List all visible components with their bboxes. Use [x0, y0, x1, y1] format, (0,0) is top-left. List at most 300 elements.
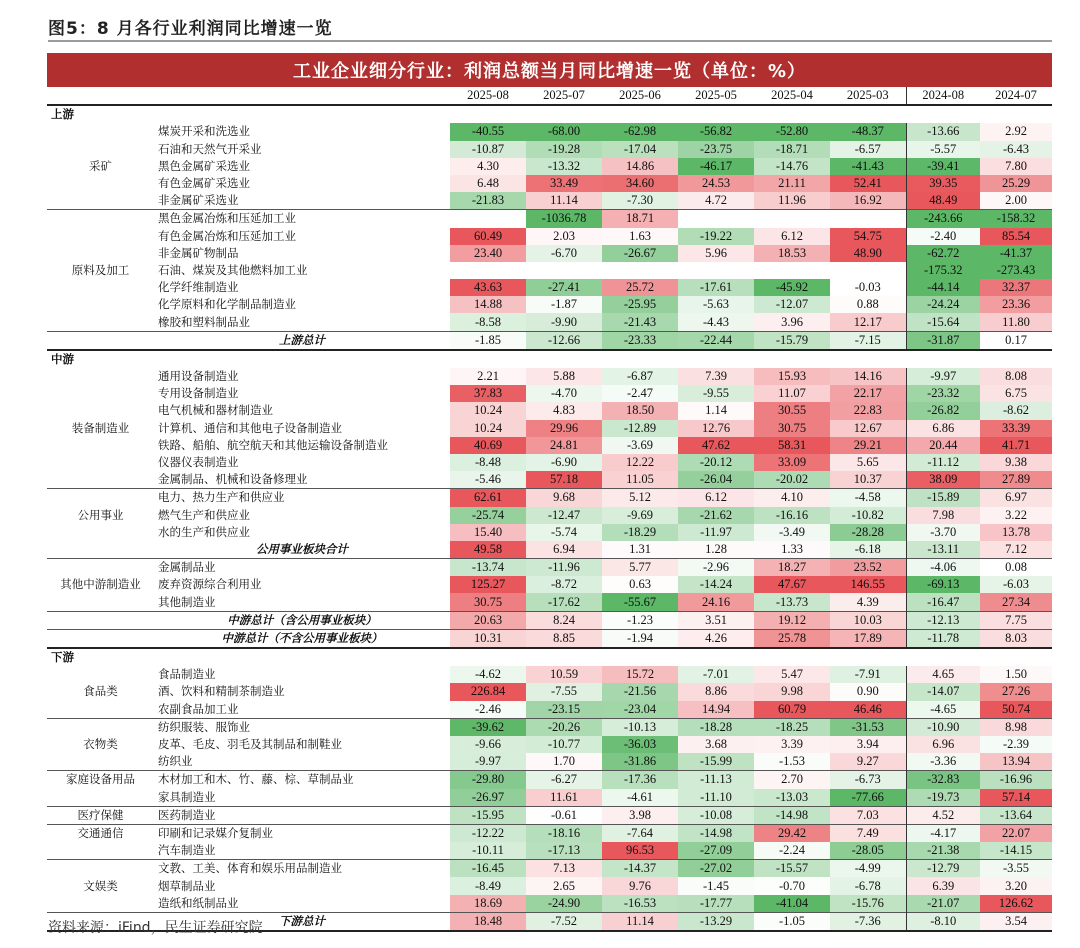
table-row: [47, 210, 1052, 228]
value-cell: -48.37: [830, 123, 906, 140]
value-cell: -12.66: [526, 331, 602, 350]
value-cell: -3.70: [906, 524, 980, 541]
category-cell: [47, 559, 154, 577]
value-cell: 20.44: [906, 437, 980, 454]
column-header: 2024-08: [906, 87, 980, 105]
value-cell: 85.54: [980, 228, 1052, 245]
category-cell: 公用事业: [77, 507, 124, 522]
category-cell: [47, 279, 154, 296]
value-cell: 33.39: [980, 420, 1052, 437]
industry-cell: 纺织业: [158, 754, 193, 769]
value-cell: -1.87: [526, 296, 602, 313]
section-label: 上游: [47, 105, 1052, 123]
value-cell: -4.06: [906, 559, 980, 577]
value-cell: 50.74: [980, 701, 1052, 719]
category-cell: [47, 313, 154, 331]
industry-cell: 木材加工和木、竹、藤、棕、草制品业: [154, 771, 450, 789]
value-cell: -6.27: [526, 771, 602, 789]
value-cell: -9.66: [450, 736, 526, 753]
value-cell: 226.84: [450, 683, 526, 700]
value-cell: -21.56: [602, 683, 678, 700]
value-cell: -26.82: [906, 402, 980, 419]
value-cell: [678, 210, 754, 228]
value-cell: -21.83: [450, 192, 526, 210]
value-cell: [602, 262, 678, 279]
table-row: [47, 593, 1052, 611]
column-header: 2025-05: [678, 87, 754, 105]
value-cell: 15.72: [602, 666, 678, 683]
value-cell: -17.36: [602, 771, 678, 789]
value-cell: 0.08: [980, 559, 1052, 577]
value-cell: 1.28: [678, 541, 754, 559]
value-cell: [526, 262, 602, 279]
value-cell: -18.29: [602, 524, 678, 541]
industry-cell: 皮革、毛皮、羽毛及其制品和制鞋业: [158, 737, 342, 752]
industry-cell: 有色金属冶炼和压延加工业: [158, 228, 296, 243]
total-row: [47, 629, 1052, 648]
category-cell: [47, 524, 154, 541]
value-cell: -15.57: [754, 860, 830, 878]
value-cell: 27.89: [980, 471, 1052, 489]
value-cell: 27.26: [980, 683, 1052, 700]
table-row: [47, 313, 1052, 331]
table-row: [47, 279, 1052, 296]
value-cell: 48.49: [906, 192, 980, 210]
table-row: [47, 524, 1052, 541]
category-cell: [47, 629, 154, 648]
value-cell: 20.63: [450, 611, 526, 629]
table-row: [47, 842, 1052, 860]
value-cell: [830, 210, 906, 228]
value-cell: -41.37: [980, 245, 1052, 262]
value-cell: -5.63: [678, 296, 754, 313]
industry-cell: 医药制造业: [154, 806, 450, 824]
value-cell: 125.27: [450, 576, 526, 593]
category-cell: [47, 454, 154, 471]
table-row: [47, 123, 1052, 140]
value-cell: -6.03: [980, 576, 1052, 593]
value-cell: 96.53: [602, 842, 678, 860]
value-cell: 3.22: [980, 507, 1052, 524]
value-cell: 21.11: [754, 175, 830, 192]
value-cell: -10.08: [678, 806, 754, 824]
value-cell: 22.07: [980, 824, 1052, 842]
value-cell: -31.86: [602, 753, 678, 771]
table-row: [47, 262, 1052, 279]
value-cell: 29.42: [754, 824, 830, 842]
industry-cell: 水的生产和供应业: [158, 524, 250, 539]
value-cell: -14.07: [906, 683, 980, 700]
value-cell: -4.65: [906, 701, 980, 719]
value-cell: 2.03: [526, 228, 602, 245]
value-cell: 58.31: [754, 437, 830, 454]
table-row: [47, 507, 1052, 524]
value-cell: 41.71: [980, 437, 1052, 454]
profit-table-container: [47, 87, 1052, 932]
value-cell: -10.87: [450, 141, 526, 158]
value-cell: 8.08: [980, 368, 1052, 385]
value-cell: -6.18: [830, 541, 906, 559]
value-cell: 13.94: [980, 753, 1052, 771]
value-cell: -14.98: [754, 806, 830, 824]
industry-cell: 石油和天然气开采业: [158, 141, 262, 156]
value-cell: -15.95: [450, 806, 526, 824]
value-cell: 5.88: [526, 368, 602, 385]
value-cell: -9.90: [526, 313, 602, 331]
value-cell: 30.75: [450, 593, 526, 611]
industry-cell: 文教、工美、体育和娱乐用品制造业: [154, 860, 450, 878]
category-cell: [47, 437, 154, 454]
value-cell: -273.43: [980, 262, 1052, 279]
value-cell: 17.89: [830, 629, 906, 648]
value-cell: 9.68: [526, 489, 602, 507]
value-cell: 5.77: [602, 559, 678, 577]
value-cell: 37.83: [450, 385, 526, 402]
value-cell: 8.03: [980, 629, 1052, 648]
value-cell: 33.09: [754, 454, 830, 471]
value-cell: -1.23: [602, 611, 678, 629]
value-cell: 48.90: [830, 245, 906, 262]
value-cell: -4.99: [830, 860, 906, 878]
value-cell: -2.39: [980, 736, 1052, 753]
value-cell: -11.78: [906, 629, 980, 648]
table-row: [47, 402, 1052, 419]
value-cell: -8.10: [906, 912, 980, 931]
table-row: [47, 368, 1052, 385]
total-label: 公用事业板块合计: [256, 541, 348, 556]
table-row: [47, 489, 1052, 507]
industry-cell: 有色金属矿采选业: [158, 176, 250, 191]
industry-cell: 石油、煤炭及其他燃料加工业: [158, 262, 308, 277]
value-cell: 3.51: [678, 611, 754, 629]
value-cell: -46.17: [678, 158, 754, 175]
value-cell: -17.62: [526, 593, 602, 611]
industry-cell: 食品制造业: [158, 667, 216, 682]
value-cell: -41.43: [830, 158, 906, 175]
value-cell: -21.43: [602, 313, 678, 331]
value-cell: 10.24: [450, 402, 526, 419]
value-cell: -27.41: [526, 279, 602, 296]
value-cell: -15.64: [906, 313, 980, 331]
table-row: [47, 576, 1052, 593]
value-cell: -0.03: [830, 279, 906, 296]
value-cell: 7.12: [980, 541, 1052, 559]
value-cell: 8.85: [526, 629, 602, 648]
value-cell: 3.54: [980, 912, 1052, 931]
value-cell: 25.78: [754, 629, 830, 648]
column-header: 2025-08: [450, 87, 526, 105]
value-cell: 6.39: [906, 877, 980, 894]
value-cell: -55.67: [602, 593, 678, 611]
value-cell: -9.69: [602, 507, 678, 524]
value-cell: -25.74: [450, 507, 526, 524]
value-cell: -0.61: [526, 806, 602, 824]
value-cell: -13.64: [980, 806, 1052, 824]
value-cell: 12.17: [830, 313, 906, 331]
table-row: [47, 228, 1052, 245]
table-row: [47, 771, 1052, 789]
value-cell: -27.02: [678, 860, 754, 878]
table-banner: 工业企业细分行业：利润总额当月同比增速一览（单位：%）: [47, 53, 1052, 87]
value-cell: -45.92: [754, 279, 830, 296]
table-row: [47, 158, 1052, 175]
value-cell: 11.80: [980, 313, 1052, 331]
category-cell: [47, 228, 154, 245]
value-cell: 4.39: [830, 593, 906, 611]
value-cell: -16.45: [450, 860, 526, 878]
value-cell: 18.50: [602, 402, 678, 419]
value-cell: 14.94: [678, 701, 754, 719]
value-cell: -25.95: [602, 296, 678, 313]
value-cell: 11.96: [754, 192, 830, 210]
industry-cell: 橡胶和塑料制品业: [158, 314, 250, 329]
value-cell: 5.96: [678, 245, 754, 262]
table-row: [47, 437, 1052, 454]
industry-cell: 仪器仪表制造业: [158, 455, 239, 470]
value-cell: -10.11: [450, 842, 526, 860]
value-cell: 18.71: [602, 210, 678, 228]
value-cell: -13.66: [906, 123, 980, 140]
column-header: 2025-03: [830, 87, 906, 105]
value-cell: -2.24: [754, 842, 830, 860]
value-cell: 10.59: [526, 666, 602, 683]
value-cell: -10.13: [602, 718, 678, 736]
value-cell: 27.34: [980, 593, 1052, 611]
value-cell: -175.32: [906, 262, 980, 279]
value-cell: -8.62: [980, 402, 1052, 419]
header-row: [47, 87, 1052, 105]
value-cell: -3.36: [906, 753, 980, 771]
value-cell: 60.79: [754, 701, 830, 719]
value-cell: 11.61: [526, 789, 602, 807]
column-header: 2025-07: [526, 87, 602, 105]
value-cell: 4.30: [450, 158, 526, 175]
value-cell: 62.61: [450, 489, 526, 507]
value-cell: -10.77: [526, 736, 602, 753]
value-cell: 29.21: [830, 437, 906, 454]
value-cell: [754, 210, 830, 228]
value-cell: 12.67: [830, 420, 906, 437]
category-cell: [47, 385, 154, 402]
category-cell: [47, 753, 154, 771]
value-cell: -19.22: [678, 228, 754, 245]
total-label: 下游总计: [154, 912, 450, 931]
value-cell: 11.05: [602, 471, 678, 489]
value-cell: -11.12: [906, 454, 980, 471]
value-cell: -3.49: [754, 524, 830, 541]
category-cell: [47, 245, 154, 262]
value-cell: 6.96: [906, 736, 980, 753]
total-row: [47, 611, 1052, 629]
industry-cell: 废弃资源综合利用业: [158, 577, 262, 592]
value-cell: 6.75: [980, 385, 1052, 402]
value-cell: 14.86: [602, 158, 678, 175]
value-cell: -69.13: [906, 576, 980, 593]
value-cell: -13.11: [906, 541, 980, 559]
industry-cell: 黑色金属冶炼和压延加工业: [154, 210, 450, 228]
value-cell: -26.97: [450, 789, 526, 807]
value-cell: 4.10: [754, 489, 830, 507]
value-cell: 3.39: [754, 736, 830, 753]
industry-cell: 计算机、通信和其他电子设备制造业: [158, 420, 342, 435]
industry-cell: 造纸和纸制品业: [158, 895, 239, 910]
value-cell: 33.49: [526, 175, 602, 192]
value-cell: -11.10: [678, 789, 754, 807]
value-cell: 4.65: [906, 666, 980, 683]
total-label: 中游总计（不含公用事业板块）: [154, 629, 450, 648]
category-cell: 装备制造业: [71, 420, 130, 435]
value-cell: 1.63: [602, 228, 678, 245]
value-cell: -36.03: [602, 736, 678, 753]
total-label: 中游总计（含公用事业板块）: [154, 611, 450, 629]
value-cell: 5.12: [602, 489, 678, 507]
value-cell: -14.15: [980, 842, 1052, 860]
value-cell: -31.87: [906, 331, 980, 350]
value-cell: 10.37: [830, 471, 906, 489]
value-cell: 7.80: [980, 158, 1052, 175]
table-row: [47, 141, 1052, 158]
value-cell: 18.48: [450, 912, 526, 931]
industry-cell: 化学纤维制造业: [158, 280, 239, 295]
value-cell: -1.94: [602, 629, 678, 648]
value-cell: 23.40: [450, 245, 526, 262]
category-cell: 家庭设备用品: [47, 771, 154, 789]
industry-cell: 印刷和记录媒介复制业: [154, 824, 450, 842]
category-cell: [47, 368, 154, 385]
value-cell: -24.90: [526, 895, 602, 913]
value-cell: -13.32: [526, 158, 602, 175]
industry-cell: 非金属矿采选业: [158, 193, 239, 208]
value-cell: -11.97: [678, 524, 754, 541]
section-label: 中游: [47, 350, 1052, 368]
value-cell: 5.47: [754, 666, 830, 683]
category-cell: [47, 593, 154, 611]
value-cell: -6.87: [602, 368, 678, 385]
value-cell: -4.70: [526, 385, 602, 402]
value-cell: -7.30: [602, 192, 678, 210]
value-cell: 7.03: [830, 806, 906, 824]
value-cell: 11.07: [754, 385, 830, 402]
value-cell: 4.26: [678, 629, 754, 648]
value-cell: 30.75: [754, 420, 830, 437]
value-cell: 9.76: [602, 877, 678, 894]
value-cell: -32.83: [906, 771, 980, 789]
value-cell: -44.14: [906, 279, 980, 296]
value-cell: 57.14: [980, 789, 1052, 807]
value-cell: -6.78: [830, 877, 906, 894]
value-cell: -10.82: [830, 507, 906, 524]
value-cell: 8.86: [678, 683, 754, 700]
category-cell: [47, 541, 154, 559]
value-cell: 18.53: [754, 245, 830, 262]
header-blank: [154, 87, 450, 105]
value-cell: -12.07: [754, 296, 830, 313]
value-cell: 18.27: [754, 559, 830, 577]
value-cell: -15.99: [678, 753, 754, 771]
value-cell: -19.73: [906, 789, 980, 807]
industry-cell: 酒、饮料和精制茶制造业: [158, 684, 285, 699]
value-cell: -4.58: [830, 489, 906, 507]
value-cell: -16.53: [602, 895, 678, 913]
value-cell: -31.53: [830, 718, 906, 736]
value-cell: -77.66: [830, 789, 906, 807]
value-cell: -8.58: [450, 313, 526, 331]
value-cell: -1.45: [678, 877, 754, 894]
value-cell: 46.46: [830, 701, 906, 719]
value-cell: 3.68: [678, 736, 754, 753]
value-cell: 54.75: [830, 228, 906, 245]
category-cell: 医疗保健: [47, 806, 154, 824]
value-cell: -21.38: [906, 842, 980, 860]
table-row: [47, 824, 1052, 842]
category-cell: 其他中游制造业: [60, 577, 141, 592]
value-cell: -7.15: [830, 331, 906, 350]
value-cell: -7.52: [526, 912, 602, 931]
value-cell: [450, 210, 526, 228]
value-cell: -7.55: [526, 683, 602, 700]
value-cell: -7.36: [830, 912, 906, 931]
value-cell: -13.74: [450, 559, 526, 577]
value-cell: -23.04: [602, 701, 678, 719]
category-cell: [47, 210, 154, 228]
value-cell: -20.12: [678, 454, 754, 471]
column-header: 2025-04: [754, 87, 830, 105]
value-cell: -18.71: [754, 141, 830, 158]
value-cell: -27.09: [678, 842, 754, 860]
value-cell: -6.70: [526, 245, 602, 262]
value-cell: -56.82: [678, 123, 754, 140]
value-cell: -14.37: [602, 860, 678, 878]
total-label: 上游总计: [154, 331, 450, 350]
industry-cell: 专用设备制造业: [158, 386, 239, 401]
value-cell: 7.49: [830, 824, 906, 842]
value-cell: -5.57: [906, 141, 980, 158]
value-cell: -5.46: [450, 471, 526, 489]
source-note: 资料来源：iFind，民生证券研究院: [48, 920, 263, 936]
value-cell: 15.93: [754, 368, 830, 385]
value-cell: 7.75: [980, 611, 1052, 629]
category-cell: [47, 192, 154, 210]
value-cell: 1.14: [678, 402, 754, 419]
category-cell: [47, 489, 154, 507]
value-cell: 6.12: [678, 489, 754, 507]
value-cell: -17.04: [602, 141, 678, 158]
category-cell: [47, 860, 154, 878]
value-cell: 8.24: [526, 611, 602, 629]
value-cell: -52.80: [754, 123, 830, 140]
value-cell: 10.24: [450, 420, 526, 437]
value-cell: -15.76: [830, 895, 906, 913]
value-cell: 52.41: [830, 175, 906, 192]
category-cell: [47, 789, 154, 807]
value-cell: 3.94: [830, 736, 906, 753]
table-row: [47, 175, 1052, 192]
value-cell: -13.73: [754, 593, 830, 611]
value-cell: 23.36: [980, 296, 1052, 313]
value-cell: 19.12: [754, 611, 830, 629]
value-cell: -15.79: [754, 331, 830, 350]
category-cell: 原料及加工: [71, 262, 130, 277]
value-cell: 6.12: [754, 228, 830, 245]
industry-cell: 汽车制造业: [158, 843, 216, 858]
value-cell: -13.29: [678, 912, 754, 931]
value-cell: -15.89: [906, 489, 980, 507]
value-cell: -12.22: [450, 824, 526, 842]
value-cell: -24.24: [906, 296, 980, 313]
value-cell: 16.92: [830, 192, 906, 210]
value-cell: 3.96: [754, 313, 830, 331]
value-cell: -9.97: [450, 753, 526, 771]
